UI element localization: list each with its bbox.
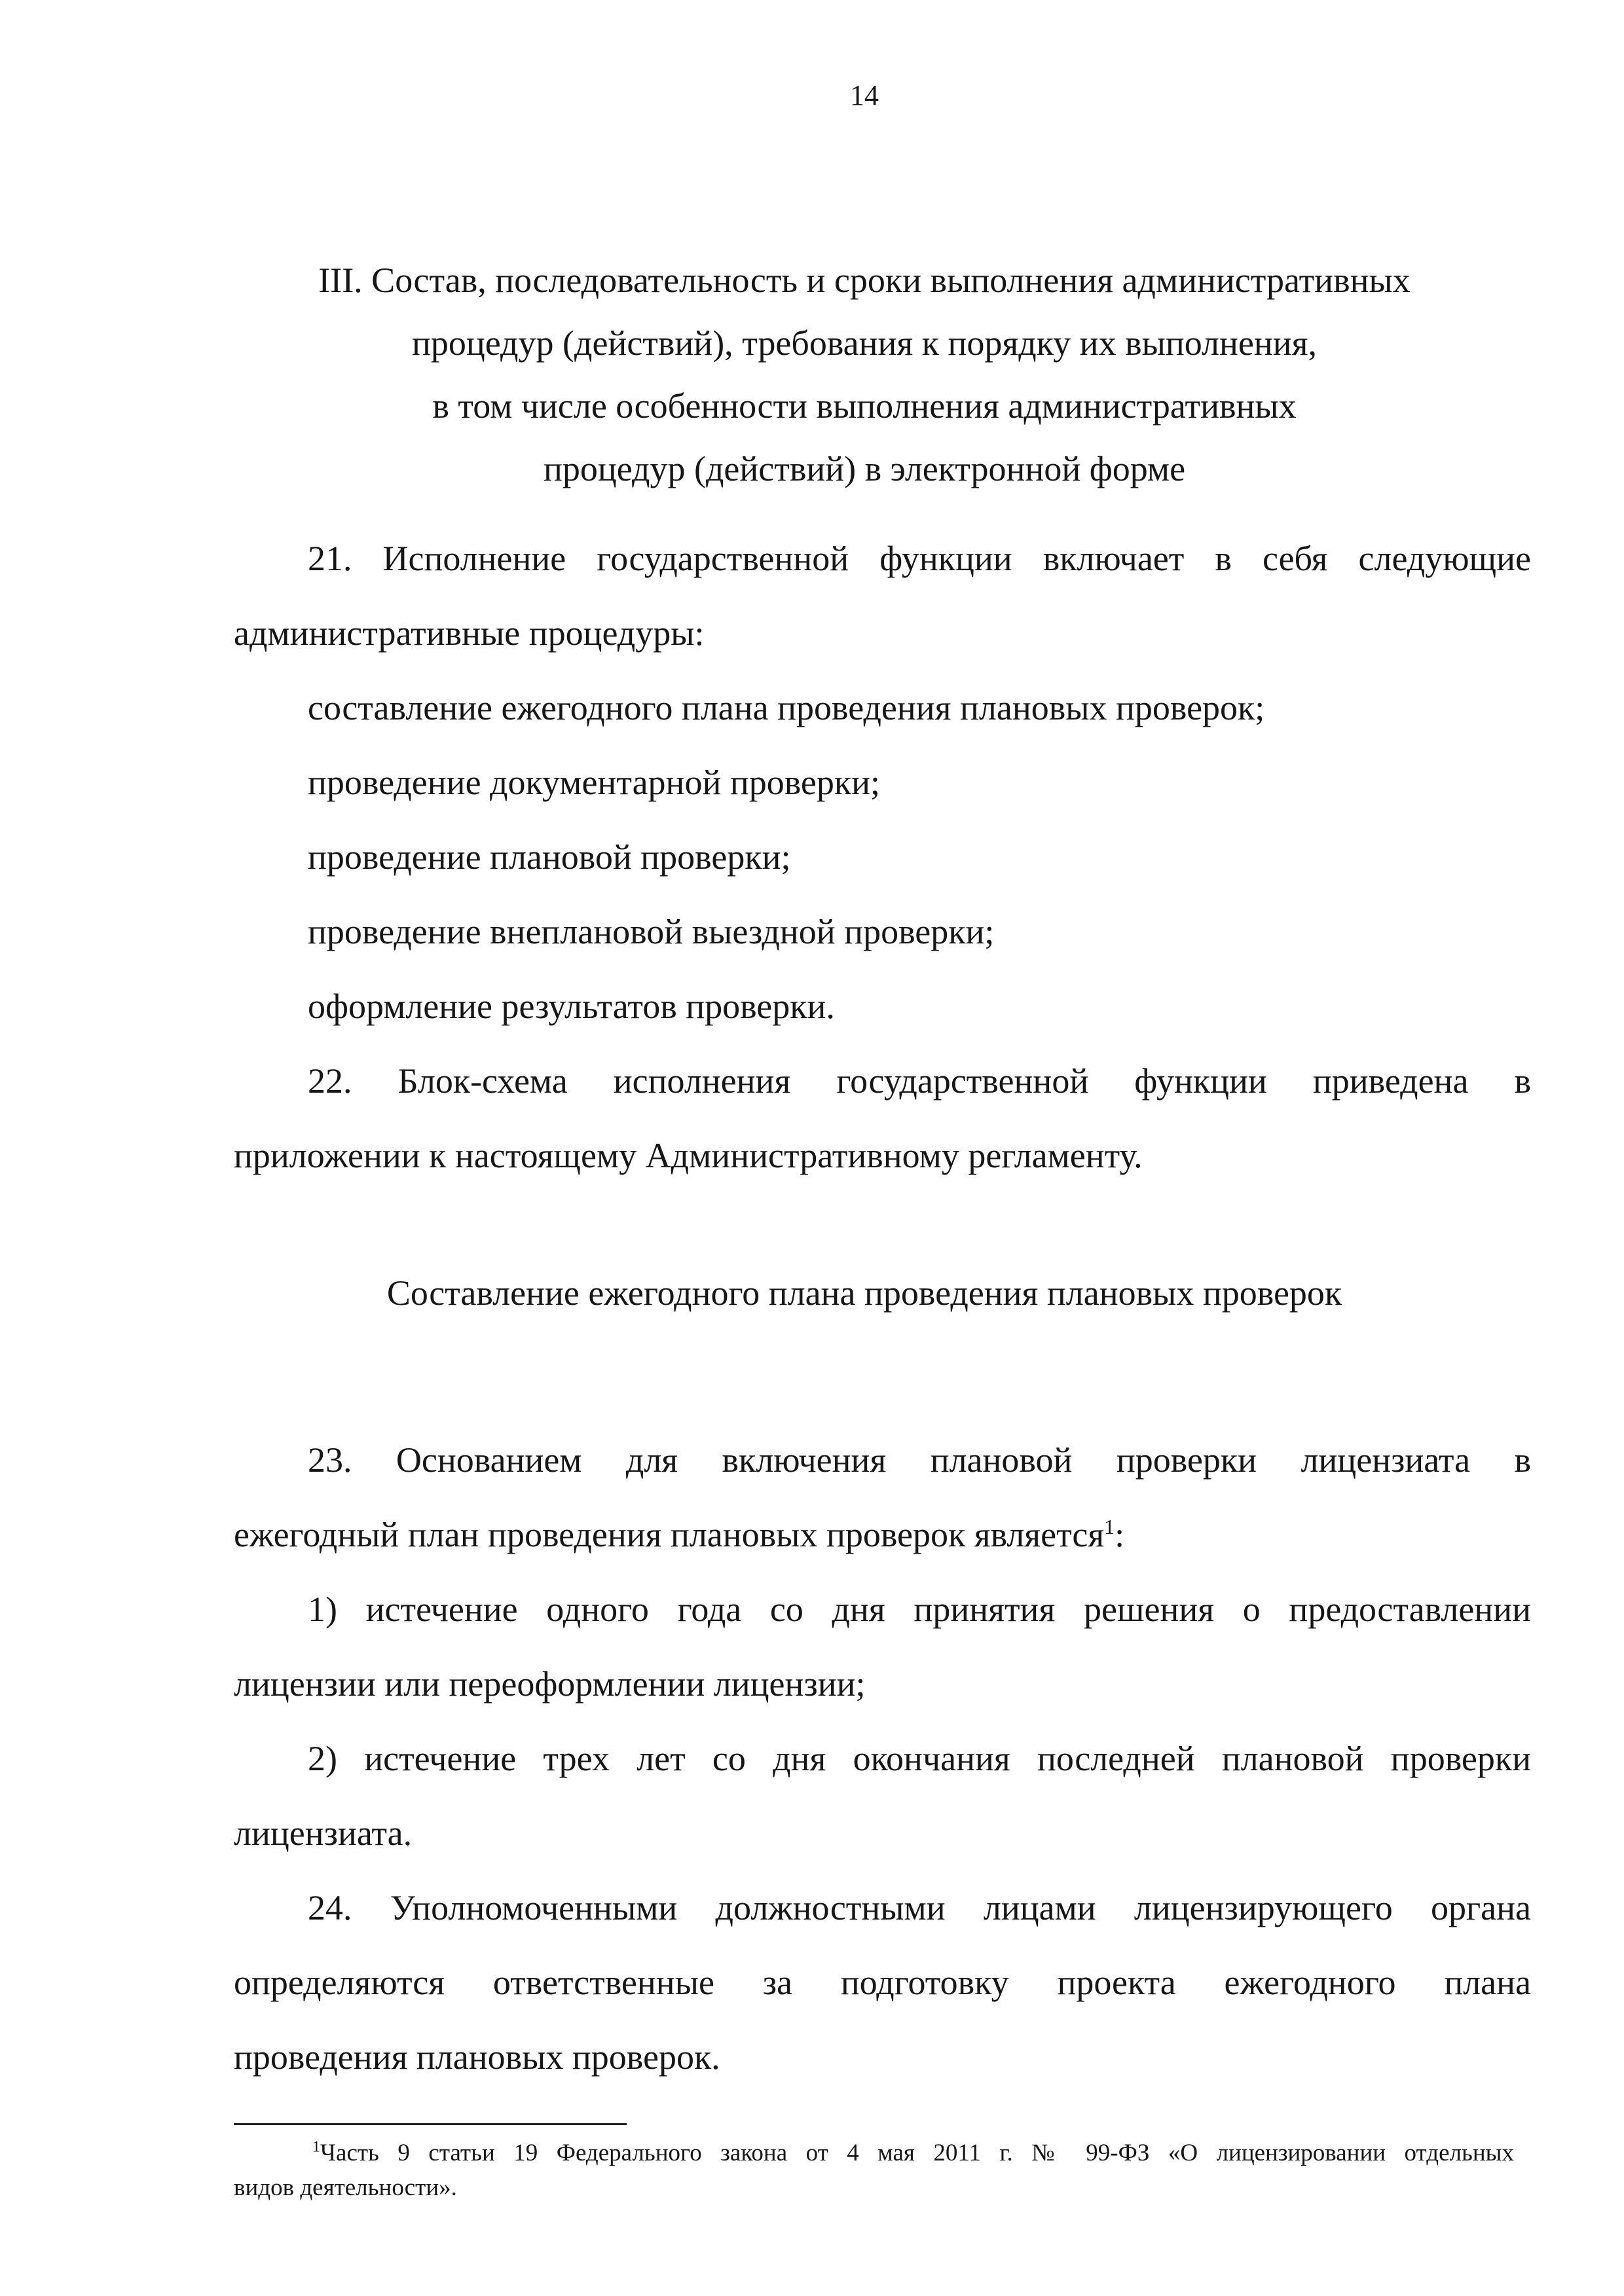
procedure-item: проведение документарной проверки; — [308, 763, 881, 802]
para21-line2: административные процедуры: — [234, 613, 705, 653]
footnote-mark: 1 — [312, 2138, 320, 2156]
procedure-item: проведение внеплановой выездной проверки; — [308, 912, 995, 951]
subsection-heading: Составление ежегодного плана проведения плановых проверок — [386, 1273, 1342, 1313]
section-heading-line: процедур (действий), требования к порядку их выполнения, — [411, 323, 1317, 363]
procedure-item: составление ежегодного плана проведения плановых проверок; — [308, 688, 1265, 727]
para23-line2-text: ежегодный план проведения плановых проверок является — [234, 1515, 1105, 1554]
para23-line1: 23. Основанием для включения плановой проверки лицензиата в — [308, 1440, 1531, 1480]
page-number: 14 — [850, 79, 879, 111]
item2-line2: лицензиата. — [234, 1813, 413, 1853]
footnote-reference: 1 — [1104, 1515, 1115, 1539]
section-heading — [196, 249, 1532, 500]
para23-line2 — [234, 1512, 1124, 1558]
para22-line1: 22. Блок-схема исполнения государственной функции приведена в — [308, 1061, 1531, 1101]
section-heading-line: III. Состав, последовательность и сроки выполнения административных — [318, 261, 1411, 300]
procedure-item: оформление результатов проверки. — [308, 987, 835, 1026]
procedure-item: проведение плановой проверки; — [308, 837, 791, 877]
footnote-separator — [234, 2123, 627, 2125]
footnote-line1 — [234, 2138, 1514, 2169]
item1-line2: лицензии или переоформлении лицензии; — [234, 1664, 866, 1704]
para23-line2-colon: : — [1115, 1515, 1125, 1554]
para22-line2: приложении к настоящему Административному регламенту. — [234, 1136, 1143, 1175]
para24-line2: определяются ответственные за подготовку проекта ежегодного плана — [234, 1963, 1531, 2002]
item1-line1: 1) истечение одного года со дня принятия решения о предоставлении — [308, 1590, 1531, 1629]
para24-line3: проведения плановых проверок. — [234, 2037, 720, 2077]
para21-line1: 21. Исполнение государственной функции включает в себя следующие — [308, 539, 1531, 578]
section-heading-line: в том числе особенности выполнения административных — [432, 386, 1297, 426]
para24-line1: 24. Уполномоченными должностными лицами лицензирующего органа — [308, 1888, 1531, 1927]
section-heading-line: процедур (действий) в электронной форме — [543, 449, 1186, 488]
footnote-line2: видов деятельности». — [234, 2174, 457, 2201]
item2-line1: 2) истечение трех лет со дня окончания последней плановой проверки — [308, 1739, 1531, 1778]
footnote-text: Часть 9 статьи 19 Федерального закона от 4 мая 2011 г. № 99-ФЗ «О лицензировании отдельных — [320, 2140, 1514, 2166]
